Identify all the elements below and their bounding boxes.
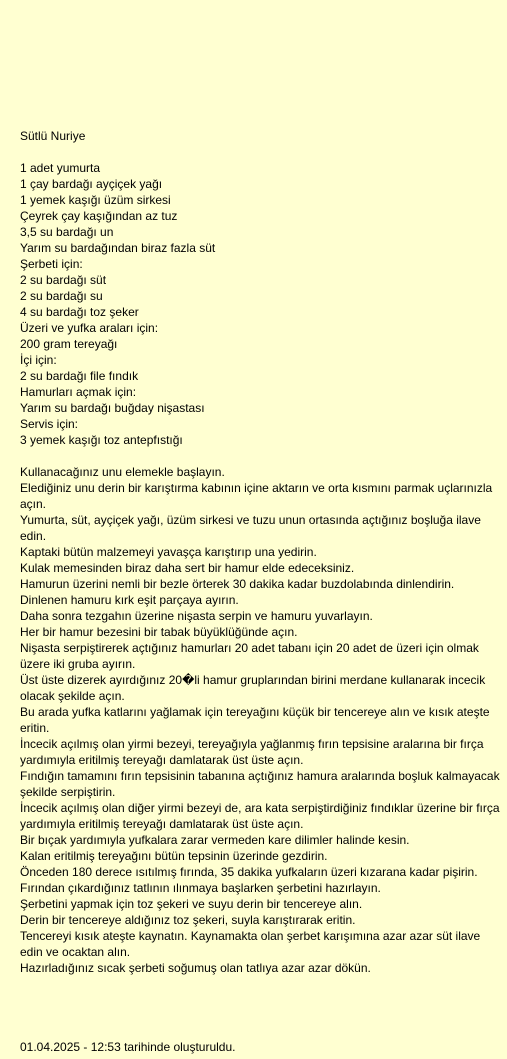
ingredient-item: 2 su bardağı su bbox=[20, 289, 103, 303]
instruction-step: Kulak memesinden biraz daha sert bir hamur elde edeceksiniz. bbox=[20, 561, 355, 575]
instruction-list bbox=[20, 464, 500, 976]
ingredient-item: Servis için: bbox=[20, 417, 79, 431]
ingredient-item: 1 adet yumurta bbox=[20, 161, 101, 175]
ingredient-item: 2 su bardağı file fındık bbox=[20, 369, 139, 383]
ingredient-item: Yarım su bardağından biraz fazla süt bbox=[20, 241, 216, 255]
instruction-step: Üst üste dizerek ayırdığınız 20�li hamur gruplarından birini merdane kullanarak incecik olacak şekilde açın. bbox=[20, 673, 486, 703]
instruction-step: Fındığın tamamını fırın tepsisinin tabanına açtığınız hamura aralarında boşluk kalmayacak şekilde serpiştirin. bbox=[20, 769, 500, 799]
instruction-step: Önceden 180 derece ısıtılmış fırında, 35 dakika yufkaların üzeri kızarana kadar pişirin. bbox=[20, 865, 478, 879]
ingredient-item: 2 su bardağı süt bbox=[20, 273, 107, 287]
instruction-step: Dinlenen hamuru kırk eşit parçaya ayırın. bbox=[20, 593, 239, 607]
ingredient-item: 200 gram tereyağı bbox=[20, 337, 118, 351]
instruction-step: Nişasta serpiştirerek açtığınız hamurları 20 adet tabanı için 20 adet de üzeri için olmak üzere iki gruba ayırın. bbox=[20, 641, 479, 671]
instruction-step: Bu arada yufka katlarını yağlamak için tereyağını küçük bir tencereye alın ve kısık ateşte eritin. bbox=[20, 705, 490, 735]
instruction-step: Hazırladığınız sıcak şerbeti soğumuş olan tatlıya azar azar dökün. bbox=[20, 961, 371, 975]
ingredient-item: 4 su bardağı toz şeker bbox=[20, 305, 139, 319]
instruction-step: Fırından çıkardığınız tatlının ılınmaya başlarken şerbetini hazırlayın. bbox=[20, 881, 381, 895]
ingredient-item: 3,5 su bardağı un bbox=[20, 225, 114, 239]
instruction-step: Elediğiniz unu derin bir karıştırma kabının içine aktarın ve orta kısmını parmak uçlarınızla açın. bbox=[20, 481, 493, 511]
ingredient-item: İçi için: bbox=[20, 353, 57, 367]
instruction-step: Yumurta, süt, ayçiçek yağı, üzüm sirkesi ve tuzu unun ortasında açtığınız boşluğa ilave edin. bbox=[20, 513, 481, 543]
instruction-step: İncecik açılmış olan yirmi bezeyi, tereyağıyla yağlanmış fırın tepsisine aralarına bir fırça yardımıyla eritilmiş tereyağı damlatarak üst üste açın. bbox=[20, 737, 484, 767]
recipe-content bbox=[20, 128, 500, 976]
instruction-step: Hamurun üzerini nemli bir bezle örterek 30 dakika kadar buzdolabında dinlendirin. bbox=[20, 577, 455, 591]
instruction-step: Bir bıçak yardımıyla yufkalara zarar vermeden kare dilimler halinde kesin. bbox=[20, 833, 410, 847]
ingredient-item: Yarım su bardağı buğday nişastası bbox=[20, 401, 205, 415]
instruction-step: Tencereyi kısık ateşte kaynatın. Kaynamakta olan şerbet karışımına azar azar süt ilave edin ve ocaktan alın. bbox=[20, 929, 481, 959]
recipe-title: Sütlü Nuriye bbox=[20, 129, 86, 143]
ingredient-item: Şerbeti için: bbox=[20, 257, 83, 271]
created-timestamp: 01.04.2025 - 12:53 tarihinde oluşturuldu. bbox=[20, 1040, 236, 1054]
instruction-step: Her bir hamur bezesini bir tabak büyüklüğünde açın. bbox=[20, 625, 298, 639]
instruction-step: Derin bir tencereye aldığınız toz şekeri, suyla karıştırarak eritin. bbox=[20, 913, 356, 927]
instruction-step: İncecik açılmış olan diğer yirmi bezeyi de, ara kata serpiştirdiğiniz fındıklar üzerine bir fırça yardımıyla eritilmiş tereyağı damlatarak üst üste açın. bbox=[20, 801, 500, 831]
ingredient-item: 1 çay bardağı ayçiçek yağı bbox=[20, 177, 163, 191]
instruction-step: Kalan eritilmiş tereyağını bütün tepsinin üzerinde gezdirin. bbox=[20, 849, 328, 863]
instruction-step: Kaptaki bütün malzemeyi yavaşça karıştırıp una yedirin. bbox=[20, 545, 317, 559]
ingredient-item: Üzeri ve yufka araları için: bbox=[20, 321, 159, 335]
instruction-step: Şerbetini yapmak için toz şekeri ve suyu derin bir tencereye alın. bbox=[20, 897, 363, 911]
ingredient-item: Çeyrek çay kaşığından az tuz bbox=[20, 209, 178, 223]
ingredient-item: 1 yemek kaşığı üzüm sirkesi bbox=[20, 193, 171, 207]
instruction-step: Daha sonra tezgahın üzerine nişasta serpin ve hamuru yuvarlayın. bbox=[20, 609, 373, 623]
ingredient-list bbox=[20, 160, 500, 448]
ingredient-item: Hamurları açmak için: bbox=[20, 385, 137, 399]
ingredient-item: 3 yemek kaşığı toz antepfıstığı bbox=[20, 433, 183, 447]
instruction-step: Kullanacağınız unu elemekle başlayın. bbox=[20, 465, 225, 479]
